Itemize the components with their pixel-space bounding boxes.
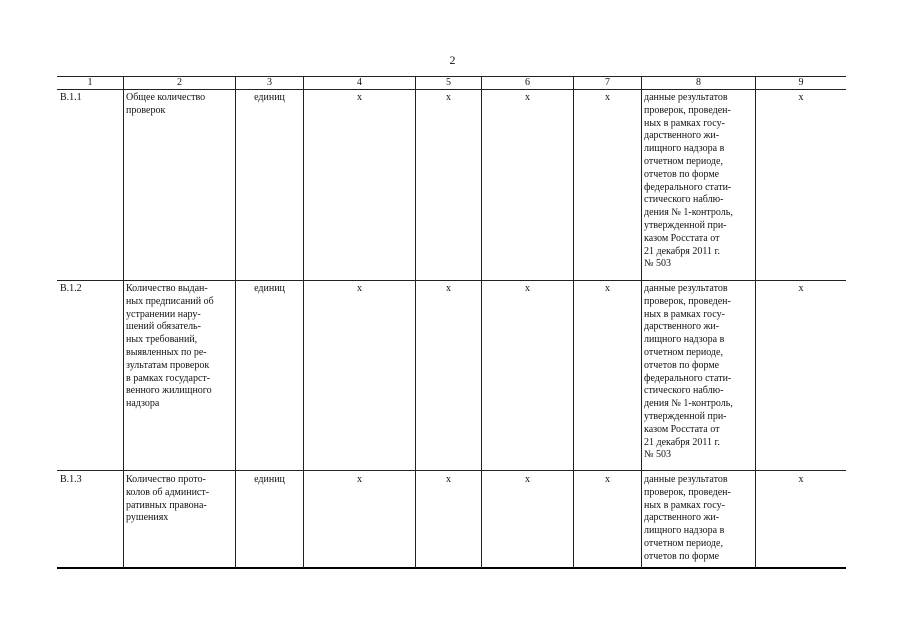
header-bottom-border	[57, 89, 846, 90]
header-col-2: 2	[177, 77, 182, 88]
row-3-name: Количество прото- колов об админист- ративных правона- рушениях	[126, 474, 210, 524]
header-col-1: 1	[87, 77, 93, 88]
header-col-4: 4	[357, 77, 362, 88]
row-3-col-4: х	[357, 474, 362, 485]
row-2-col-9: х	[798, 283, 804, 294]
row-1-name: Общее количество проверок	[126, 92, 206, 116]
col-divider-3	[303, 76, 304, 568]
col-divider-4	[415, 76, 416, 568]
row-2-col-6: х	[525, 283, 530, 294]
col-divider-8	[755, 76, 756, 568]
row-1-col-5: х	[446, 92, 451, 103]
col-divider-6	[573, 76, 574, 568]
col-divider-2	[235, 76, 236, 568]
header-col-7: 7	[605, 77, 610, 88]
row-1-code: В.1.1	[60, 92, 82, 103]
row-1-col-6: х	[525, 92, 530, 103]
header-col-3: 3	[267, 77, 272, 88]
row-2-col-5: х	[446, 283, 451, 294]
row-2-code: В.1.2	[60, 283, 82, 294]
row-2-name: Количество выдан- ных предписаний об устранении нару- шений обязатель- ных требований, выявленных по ре- зультатам проверок в рамках государст- венного жилищного надзора	[126, 283, 214, 410]
col-divider-5	[481, 76, 482, 568]
row-1-col-4: х	[357, 92, 362, 103]
row-2-bottom-border	[57, 470, 846, 471]
table-bottom-border	[57, 567, 846, 569]
row-1-source: данные результатов проверок, проведен- ных в рамках госу- дарственного жи- лищного надзора в отчетном периоде, отчетов по форме федерального стати- стического наблю- дения № 1-контроль, утвержденной при- казом Росстата от 21 декабря 2011 г. № 503	[644, 92, 733, 270]
row-2-unit: единиц	[254, 283, 285, 294]
page-number: 2	[449, 53, 456, 67]
header-col-6: 6	[525, 77, 530, 88]
header-col-8: 8	[696, 77, 701, 88]
row-3-col-9: х	[798, 474, 804, 485]
row-2-col-7: х	[605, 283, 610, 294]
row-1-col-9: х	[798, 92, 804, 103]
row-2-col-4: х	[357, 283, 362, 294]
row-3-col-5: х	[446, 474, 451, 485]
header-col-5: 5	[446, 77, 451, 88]
row-1-unit: единиц	[254, 92, 285, 103]
row-3-source: данные результатов проверок, проведен- ных в рамках госу- дарственного жи- лищного надзора в отчетном периоде, отчетов по форме	[644, 474, 731, 562]
header-col-9: 9	[798, 77, 804, 88]
row-3-col-7: х	[605, 474, 610, 485]
row-2-source: данные результатов проверок, проведен- ных в рамках госу- дарственного жи- лищного надзора в отчетном периоде, отчетов по форме федерального стати- стического наблю- дения № 1-контроль, утвержденной при- казом Росстата от 21 декабря 2011 г. № 503	[644, 283, 733, 461]
row-3-unit: единиц	[254, 474, 285, 485]
row-3-code: В.1.3	[60, 474, 82, 485]
row-1-col-7: х	[605, 92, 610, 103]
row-1-bottom-border	[57, 280, 846, 281]
row-3-col-6: х	[525, 474, 530, 485]
